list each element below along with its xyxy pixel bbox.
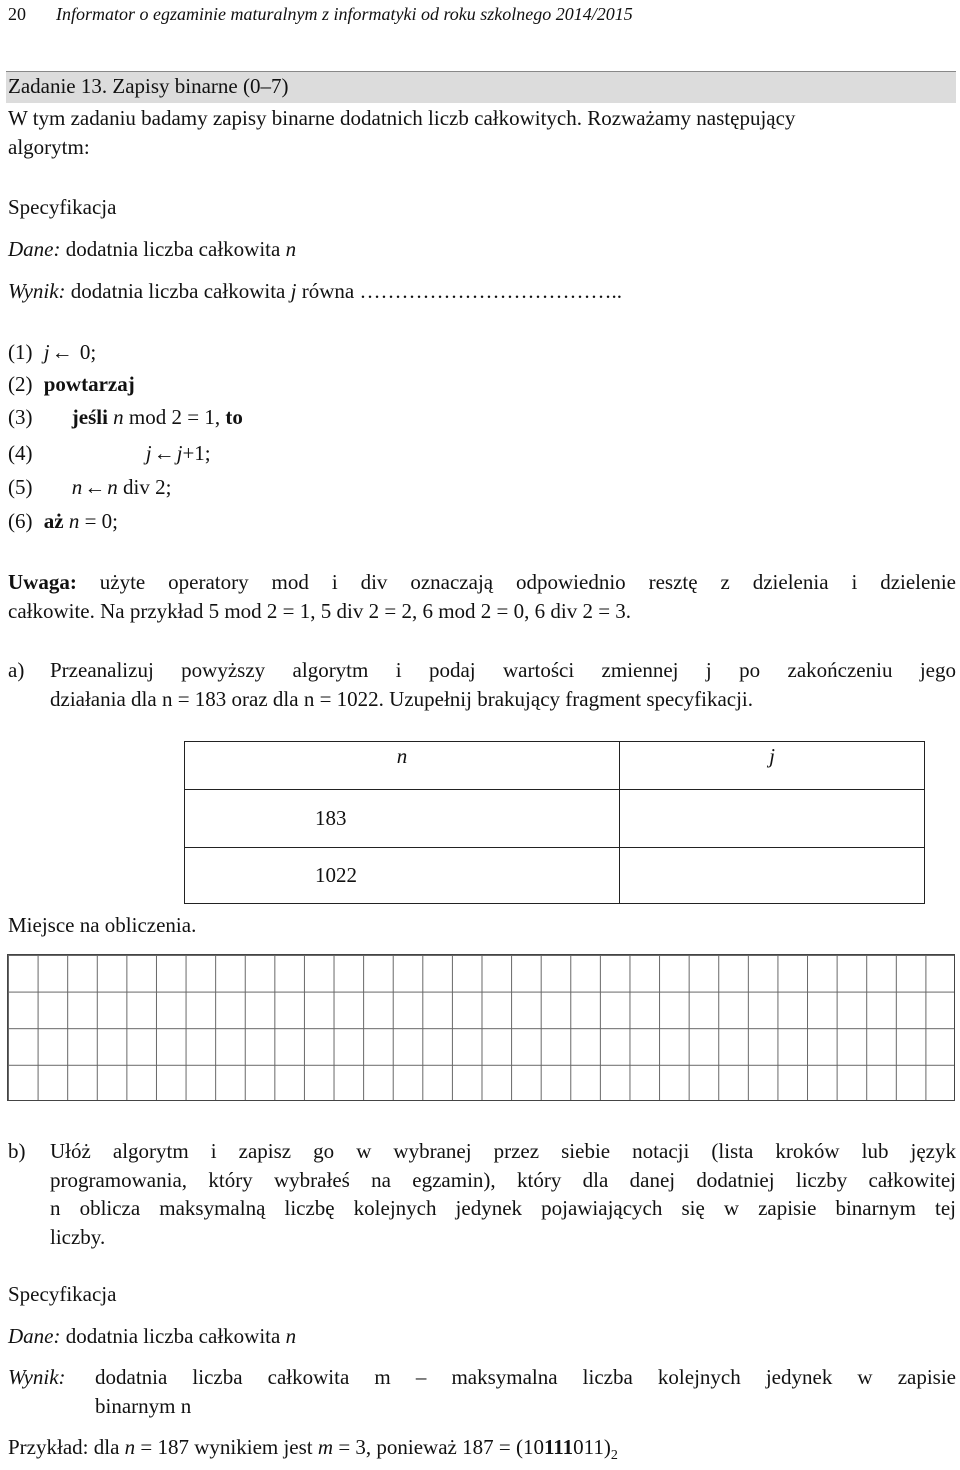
var: n xyxy=(107,475,118,499)
var: n xyxy=(71,475,83,499)
cell-j-answer[interactable] xyxy=(620,848,925,904)
code: div 2; xyxy=(123,475,172,499)
dane-var: n xyxy=(285,1324,297,1348)
dane-text: dodatnia liczba całkowita xyxy=(65,237,281,261)
spec-heading: Specyfikacja xyxy=(8,195,117,219)
part-b-line2: programowania, który wybrałeś na egzamin), który dla danej dodatniej liczby całkowitej xyxy=(50,1168,956,1192)
keyword: powtarzaj xyxy=(43,372,135,396)
code: = 0; xyxy=(84,509,119,533)
algo-line-2 xyxy=(8,370,135,399)
var: j xyxy=(145,441,152,465)
dane-var: n xyxy=(285,237,297,261)
note-line2: całkowite. Na przykład 5 mod 2 = 1, 5 div 2 = 2, 6 mod 2 = 0, 6 div 2 = 3. xyxy=(8,599,632,623)
spec2-dane xyxy=(8,1322,296,1351)
assign-arrow-icon: ← xyxy=(153,441,175,465)
page-header xyxy=(8,0,956,29)
calculation-grid[interactable] xyxy=(7,954,955,1101)
spec2-heading: Specyfikacja xyxy=(8,1282,117,1306)
assign-arrow-icon: ← xyxy=(51,340,73,364)
var: j xyxy=(176,441,183,465)
note-text: użyte operatory mod i div oznaczają odpowiednio resztę z dzielenia i dzielenie xyxy=(99,570,956,594)
part-a-line1: Przeanalizuj powyższy algorytm i podaj wartości zmiennej j po zakończeniu jego xyxy=(50,658,956,682)
example-text: = 187 wynikiem jest xyxy=(140,1435,313,1459)
keyword: to xyxy=(225,405,243,429)
algo-line-3 xyxy=(8,403,243,432)
spec2-wynik-label xyxy=(8,1363,66,1392)
dane-label: Dane: xyxy=(8,237,61,261)
wynik-text: dodatnia liczba całkowita xyxy=(70,279,286,303)
part-b-line3: n oblicza maksymalną liczbę kolejnych jedynek pojawiających się w zapisie binarnym tej xyxy=(50,1196,956,1220)
cell-j-answer[interactable] xyxy=(620,790,925,848)
part-a-marker: a) xyxy=(8,658,25,682)
note-line1 xyxy=(8,568,956,597)
var: n xyxy=(113,405,124,429)
wynik-var: j xyxy=(290,279,297,303)
wynik-blank: równa ……………………………….. xyxy=(301,279,622,303)
algo-line-4 xyxy=(8,439,211,468)
answer-table xyxy=(184,741,925,904)
example-var-n: n xyxy=(124,1435,136,1459)
line-number: (1) xyxy=(8,340,33,364)
example-ones: 111 xyxy=(543,1435,574,1459)
code: +1; xyxy=(182,441,211,465)
algo-line-6 xyxy=(8,507,118,536)
table-row xyxy=(185,790,925,848)
task-intro-line2: algorytm: xyxy=(8,135,90,159)
line-number: (2) xyxy=(8,372,33,396)
spec2-wynik-line1: dodatnia liczba całkowita m – maksymalna liczba kolejnych jedynek w zapisie xyxy=(95,1365,956,1389)
cell-n: 183 xyxy=(185,790,620,848)
wynik-label: Wynik: xyxy=(8,279,66,303)
task-title-bar xyxy=(6,71,956,103)
part-b-marker: b) xyxy=(8,1139,26,1163)
algo-line-1 xyxy=(8,338,96,367)
table-row xyxy=(185,848,925,904)
spec2-example xyxy=(8,1433,618,1470)
line-number: (5) xyxy=(8,475,33,499)
part-a-line2: działania dla n = 183 oraz dla n = 1022. Uzupełnij brakujący fragment specyfikacji. xyxy=(50,687,754,711)
spec2-wynik-line2: binarnym n xyxy=(95,1394,192,1418)
wynik-label: Wynik: xyxy=(8,1365,66,1389)
task-intro-line1: W tym zadaniu badamy zapisy binarne dodatnich liczb całkowitych. Rozważamy następujący xyxy=(8,106,796,130)
code: mod 2 = 1, xyxy=(128,405,221,429)
cell-n: 1022 xyxy=(185,848,620,904)
example-base: 2 xyxy=(610,1448,618,1464)
dane-text: dodatnia liczba całkowita xyxy=(65,1324,281,1348)
algo-line-5 xyxy=(8,473,171,502)
calc-label: Miejsce na obliczenia. xyxy=(8,913,197,937)
assign-arrow-icon: ← xyxy=(84,475,106,499)
line-number: (3) xyxy=(8,405,33,429)
page-number: 20 xyxy=(8,4,26,24)
var: n xyxy=(68,509,80,533)
task-title: Zadanie 13. Zapisy binarne (0–7) xyxy=(8,74,289,98)
part-b-line1: Ułóż algorytm i zapisz go w wybranej przez siebie notacji (lista kroków lub język xyxy=(50,1139,956,1163)
line-number: (4) xyxy=(8,441,33,465)
code: 0; xyxy=(79,340,97,364)
part-b-line4: liczby. xyxy=(50,1225,106,1249)
dane-label: Dane: xyxy=(8,1324,61,1348)
keyword: jeśli xyxy=(71,405,108,429)
example-var-m: m xyxy=(317,1435,334,1459)
line-number: (6) xyxy=(8,509,33,533)
example-text: = 3, ponieważ 187 = (10 xyxy=(338,1435,544,1459)
col-header-j: j xyxy=(620,742,925,790)
spec-wynik xyxy=(8,277,622,306)
spec-dane xyxy=(8,235,296,264)
example-text: 011) xyxy=(573,1435,611,1459)
example-text: Przykład: dla xyxy=(8,1435,120,1459)
col-header-n: n xyxy=(185,742,620,790)
keyword: aż xyxy=(43,509,64,533)
note-label: Uwaga: xyxy=(8,570,77,594)
var: j xyxy=(43,340,50,364)
publication-title: Informator o egzaminie maturalnym z informatyki od roku szkolnego 2014/2015 xyxy=(56,4,633,24)
